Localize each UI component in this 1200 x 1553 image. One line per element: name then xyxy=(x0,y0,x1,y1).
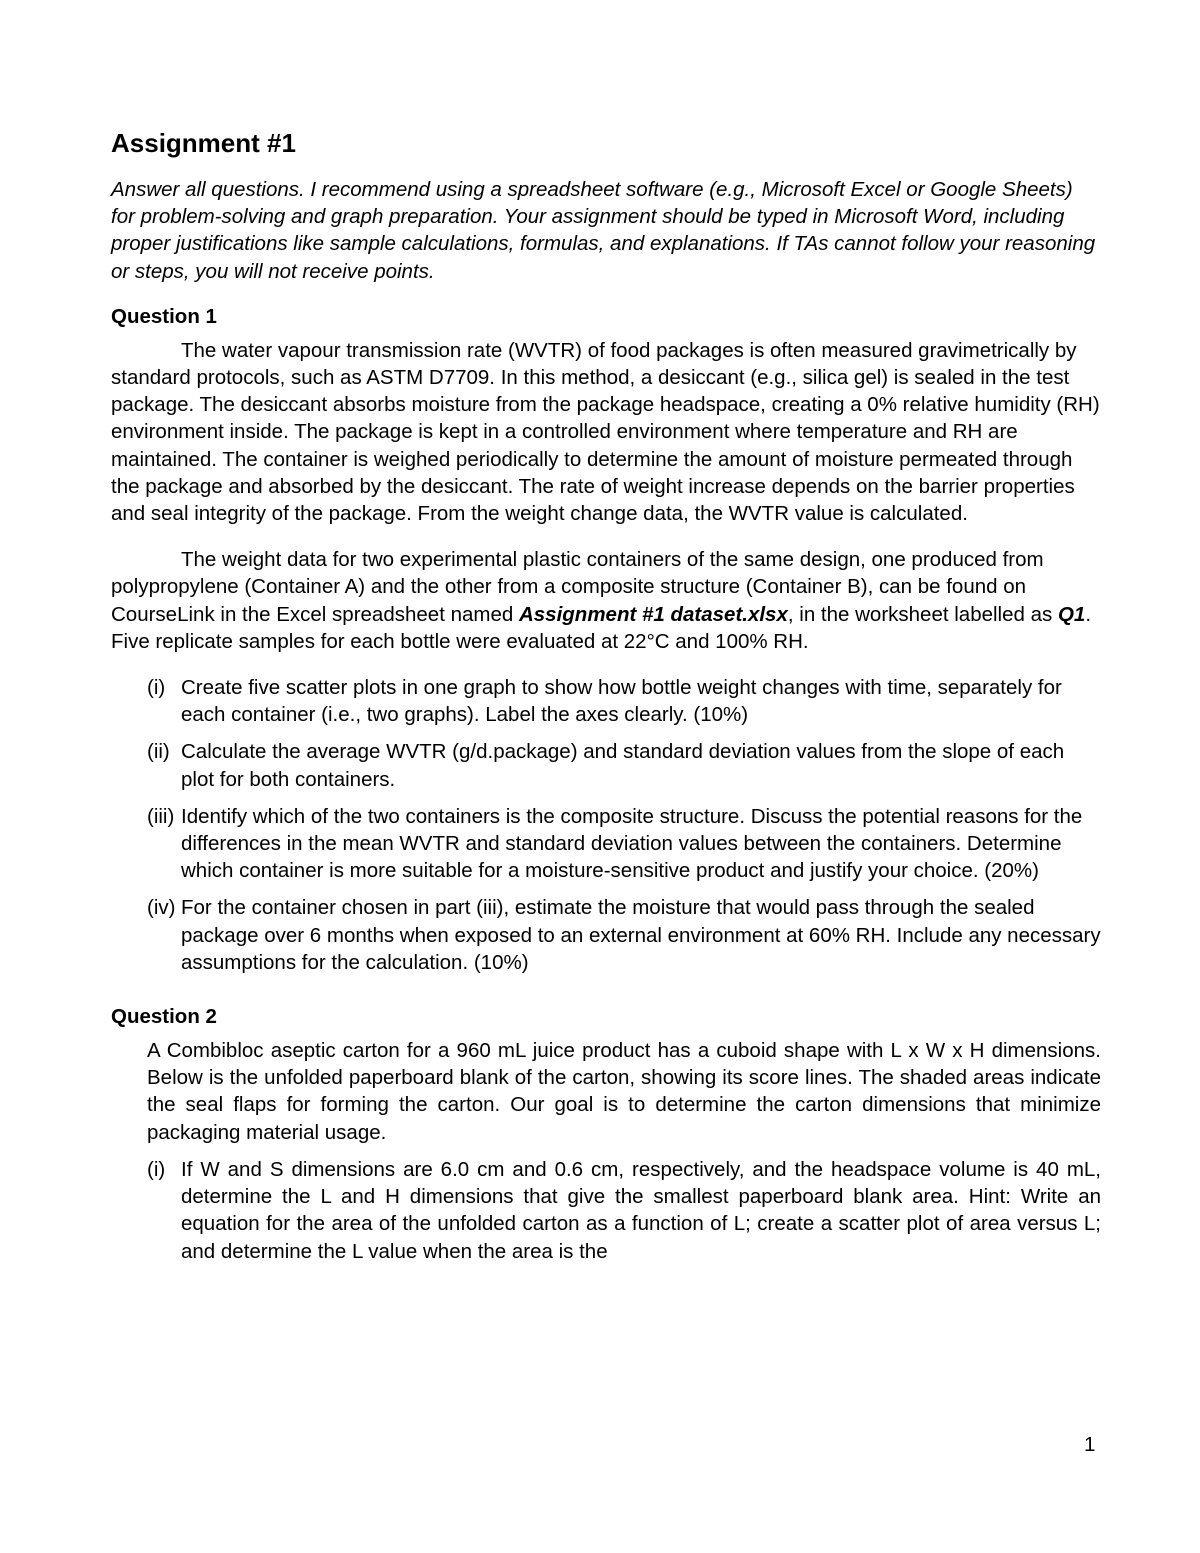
part-text: Identify which of the two containers is the composite structure. Discuss the potential reasons for the differences in the mean WVTR and standard deviation values between the containers. Determine which container is more suitable for a moisture-sensitive product and justify your choice. (20%) xyxy=(181,804,1083,883)
part-number: (ii) xyxy=(147,740,170,764)
part-number: (iv) xyxy=(147,896,176,920)
question-1-heading: Question 1 xyxy=(111,304,217,328)
part-number: (i) xyxy=(147,1157,166,1181)
page-title: Assignment #1 xyxy=(111,128,296,158)
document-content xyxy=(111,126,1101,1275)
intro-paragraph: Answer all questions. I recommend using a spreadsheet software (e.g., Microsoft Excel or Google Sheets) for problem-solving and graph preparation. Your assignment should be typed in Microsoft Word, including proper justifications like sample calculations, formulas, and explanations. If TAs cannot follow your reasoning or steps, you will not receive points. xyxy=(111,178,1096,283)
part-text: Calculate the average WVTR (g/d.package) and standard deviation values from the slope of each plot for both containers. xyxy=(181,740,1065,791)
part-number: (i) xyxy=(147,676,166,700)
question-1-paragraph-2 xyxy=(111,546,1101,655)
part-text: If W and S dimensions are 6.0 cm and 0.6 cm, respectively, and the headspace volume is 40 mL, determine the L and H dimensions that give the smallest paperboard blank area. Hint: Write an equation for the area of the unfolded carton as a function of L; create a scatter plot of area versus L; and determine the L value when the area is the xyxy=(181,1157,1101,1263)
para2-text-a: The weight data for two experimental plastic containers of the same design, one produced from polypropylene (Container A) and the other from a composite structure (Container B), can be found on CourseLink in the Excel spreadsheet named xyxy=(111,548,1044,626)
question-1-paragraph-1: The water vapour transmission rate (WVTR) of food packages is often measured gravimetrically by standard protocols, such as ASTM D7709. In this method, a desiccant (e.g., silica gel) is sealed in the test package. The desiccant absorbs moisture from the package headspace, creating a 0% relative humidity (RH) environment inside. The package is kept in a controlled environment where temperature and RH are maintained. The container is weighed periodically to determine the amount of moisture permeated through the package and absorbed by the desiccant. The rate of weight increase depends on the barrier properties and seal integrity of the package. From the weight change data, the WVTR value is calculated. xyxy=(111,338,1100,526)
dataset-file-name: Assignment #1 dataset.xlsx xyxy=(518,602,788,626)
worksheet-name: Q1 xyxy=(1057,602,1086,626)
question-2-parts xyxy=(111,1156,1101,1265)
para2-text-c: . Five replicate samples for each bottle were evaluated at 22°C and 100% RH. xyxy=(111,602,1092,653)
question-1-part-i xyxy=(111,674,1101,728)
question-1-part-ii xyxy=(111,738,1101,792)
question-2-heading: Question 2 xyxy=(111,1005,217,1029)
part-text: For the container chosen in part (iii), estimate the moisture that would pass through the sealed package over 6 months when exposed to an external environment at 60% RH. Include any necessary assumptions for the calculation. (10%) xyxy=(181,896,1101,974)
part-text: Create five scatter plots in one graph to show how bottle weight changes with time, separately for each container (i.e., two graphs). Label the axes clearly. (10%) xyxy=(181,676,1062,727)
question-2-part-i xyxy=(111,1156,1101,1265)
question-1-part-iii xyxy=(111,803,1101,885)
question-1-parts xyxy=(111,674,1101,976)
question-2-paragraph-1: A Combibloc aseptic carton for a 960 mL juice product has a cuboid shape with L x W x H dimensions. Below is the unfolded paperboard blank of the carton, showing its score lines. The shaded areas indicate the seal flaps for forming the carton. Our goal is to determine the carton dimensions that minimize packaging material usage. xyxy=(147,1039,1101,1144)
para2-text-b: , in the worksheet labelled as xyxy=(787,602,1058,626)
question-1-part-iv xyxy=(111,894,1101,976)
part-number: (iii) xyxy=(147,804,175,828)
page-number: 1 xyxy=(1084,1433,1096,1456)
